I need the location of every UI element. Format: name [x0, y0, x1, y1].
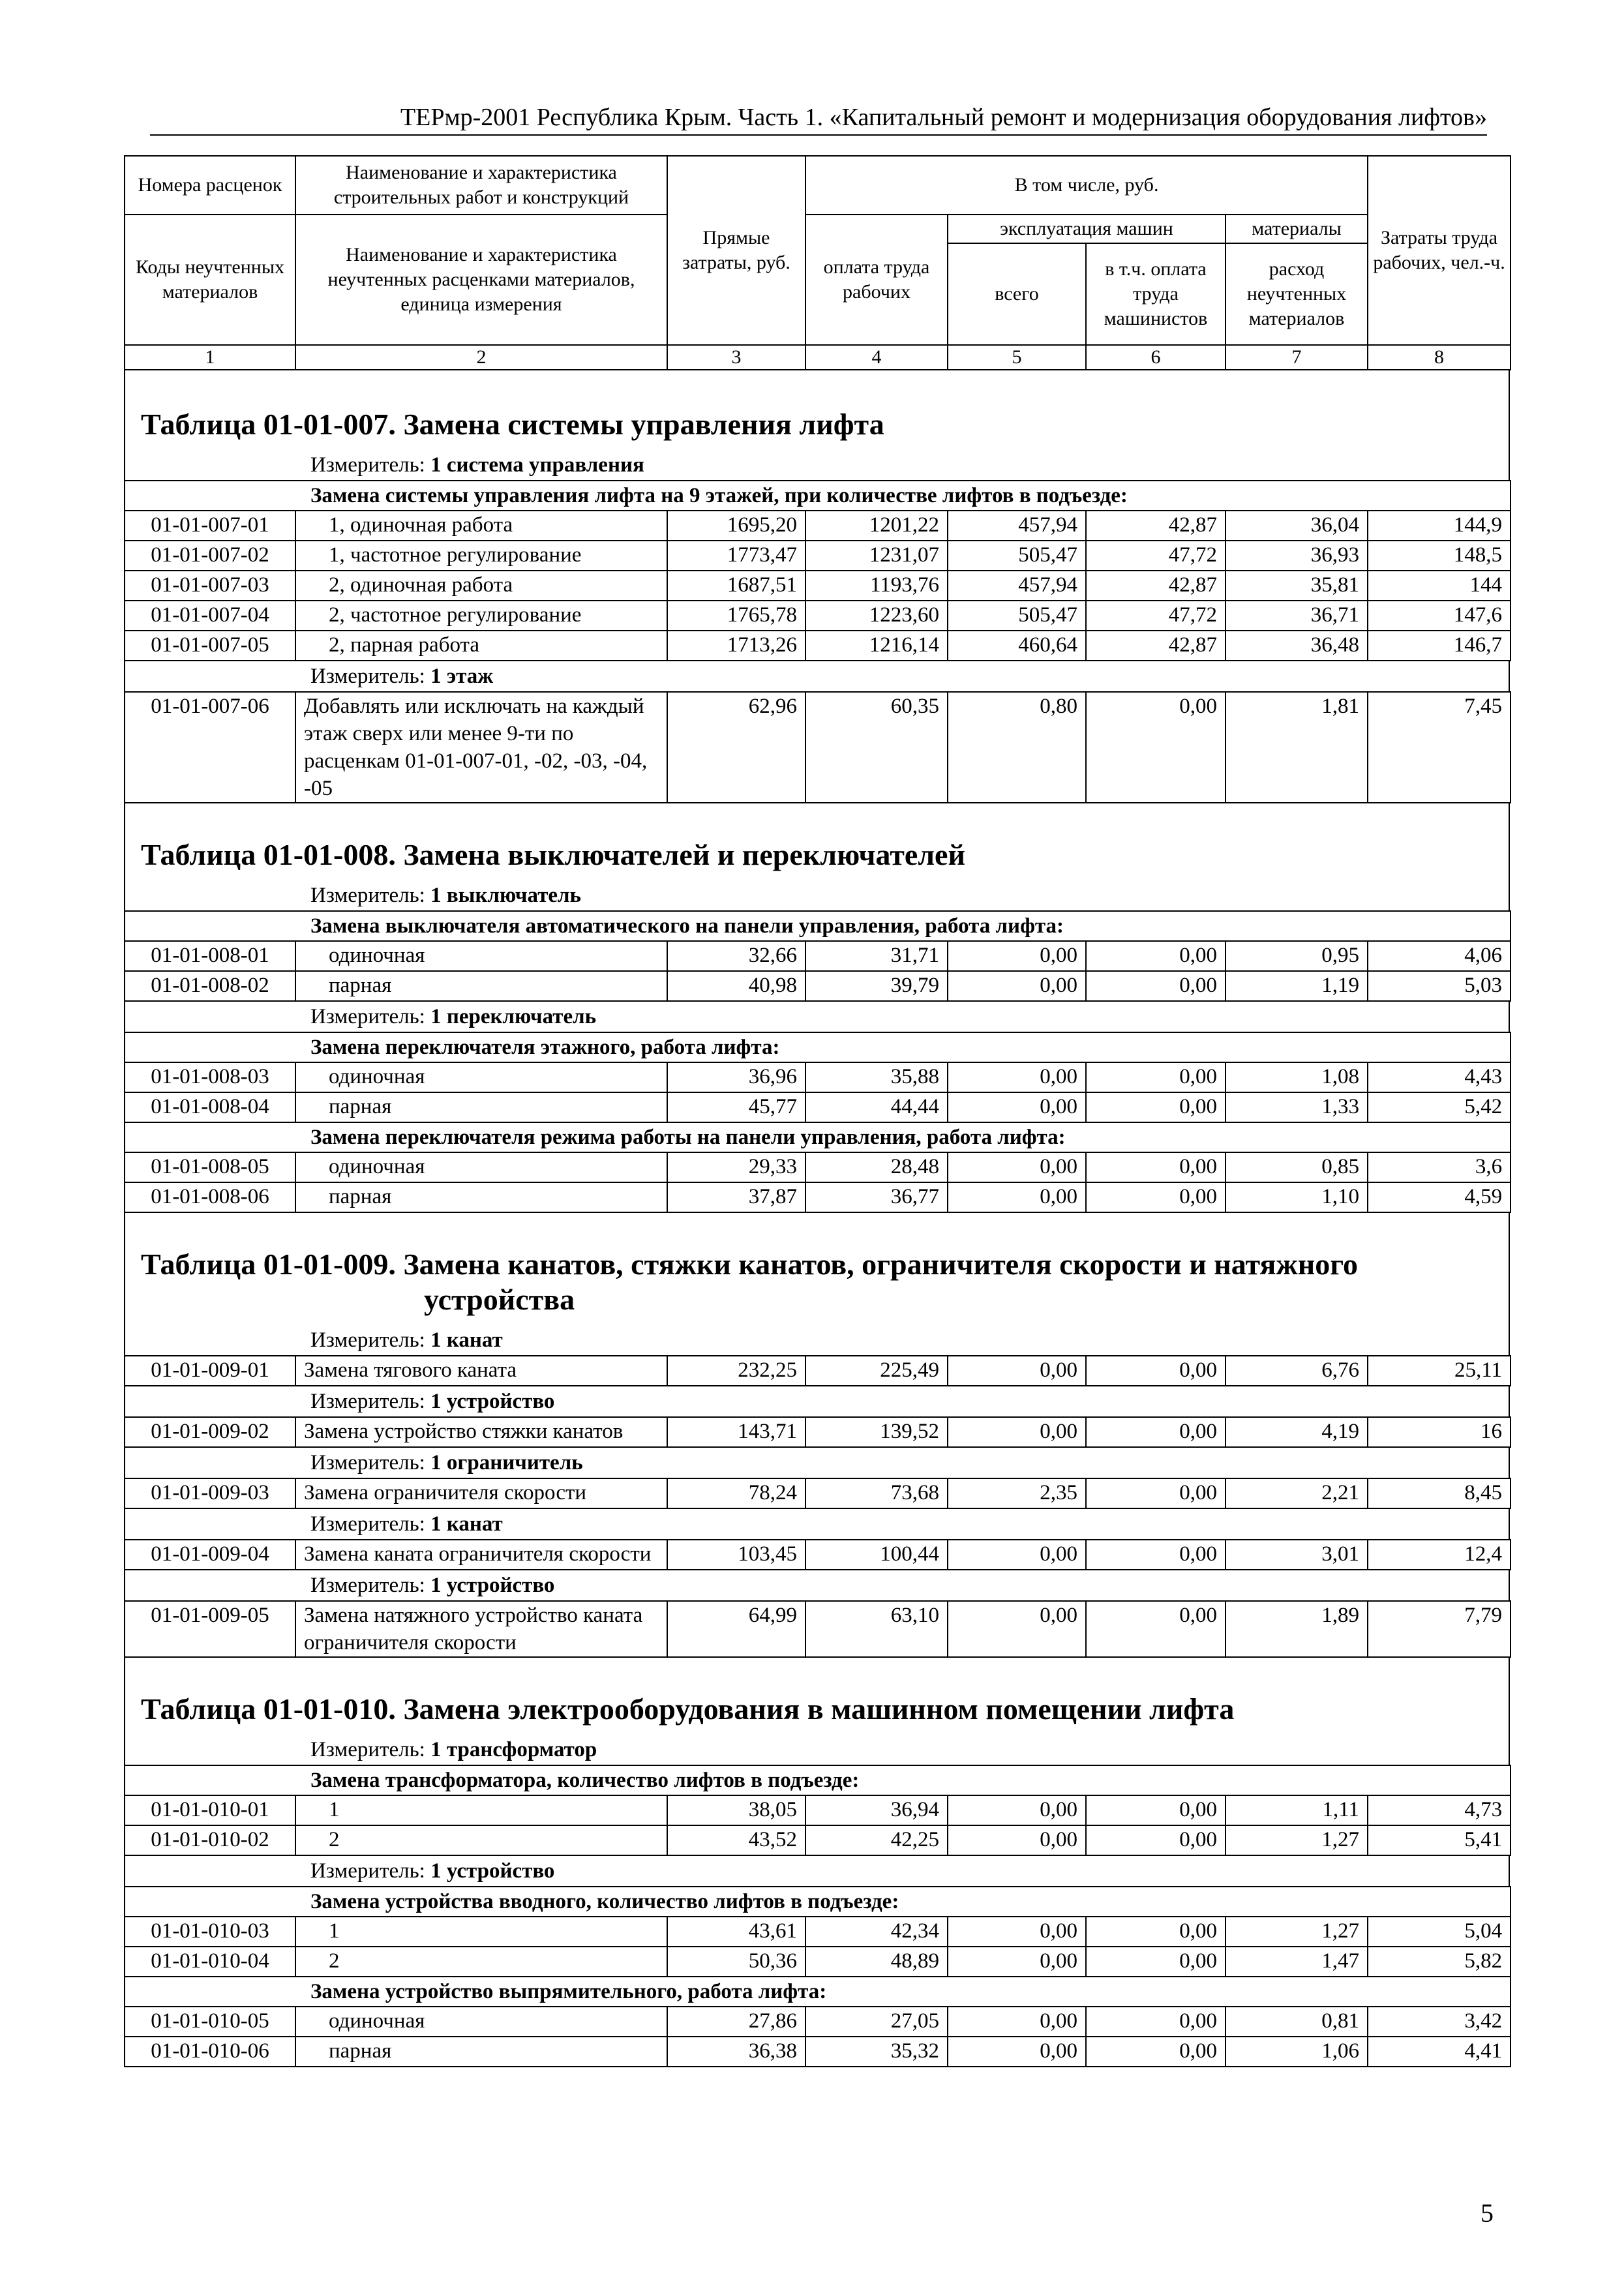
page-number: 5 [1481, 2198, 1494, 2228]
table-row: 01-01-009-01 Замена тягового каната 232,25 225,49 0,00 0,00 6,76 25,11 [125, 1356, 1511, 1386]
meter-line: Измеритель: 1 система управления [124, 450, 1510, 480]
column-header-table [124, 155, 1511, 370]
rates-table [124, 1478, 1511, 1509]
table-title: Таблица 01-01-008. Замена выключателей и переключателей [124, 803, 1510, 880]
table-row: 01-01-009-03 Замена ограничителя скорости 78,24 73,68 2,35 0,00 2,21 8,45 [125, 1478, 1511, 1508]
table-row: 01-01-010-04 2 50,36 48,89 0,00 0,00 1,47 5,82 [125, 1947, 1511, 1977]
meter-line: Измеритель: 1 выключатель [124, 880, 1510, 910]
header-unaccounted-materials: расход неучтенных материалов [1226, 243, 1368, 345]
header-machinist-pay: в т.ч. оплата труда машинистов [1086, 243, 1226, 345]
table-row: 01-01-007-02 1, частотное регулирование 1773,47 1231,07 505,47 47,72 36,93 148,5 [125, 541, 1511, 571]
header-machines-total: всего [948, 243, 1086, 345]
group-heading: Замена трансформатора, количество лифтов в подъезде: [125, 1765, 1511, 1795]
rates-table [124, 1416, 1511, 1448]
meter-line: Измеритель: 1 устройство [124, 1386, 1510, 1416]
table-row: 01-01-010-02 2 43,52 42,25 0,00 0,00 1,27 5,41 [125, 1825, 1511, 1855]
table-title: Таблица 01-01-009. Замена канатов, стяжки канатов, ограничителя скорости и натяжного устройства [124, 1213, 1510, 1325]
header-material-codes: Коды неучтенных материалов [125, 215, 295, 345]
table-row: 01-01-008-01 одиночная 32,66 31,71 0,00 0,00 0,95 4,06 [125, 941, 1511, 971]
document-body [124, 155, 1510, 2067]
table-row: 01-01-008-04 парная 45,77 44,44 0,00 0,00 1,33 5,42 [125, 1092, 1511, 1122]
table-title: Таблица 01-01-010. Замена электрооборудования в машинном помещении лифта [124, 1658, 1510, 1735]
table-row: 01-01-007-03 2, одиночная работа 1687,51 1193,76 457,94 42,87 35,81 144 [125, 571, 1511, 601]
meter-line: Измеритель: 1 этаж [124, 661, 1510, 691]
rates-table [124, 1600, 1511, 1658]
meter-line: Измеритель: 1 канат [124, 1509, 1510, 1539]
table-row: 01-01-007-05 2, парная работа 1713,26 1216,14 460,64 42,87 36,48 146,7 [125, 631, 1511, 661]
table-row: 01-01-008-03 одиночная 36,96 35,88 0,00 0,00 1,08 4,43 [125, 1062, 1511, 1092]
header-materials: материалы [1226, 215, 1368, 243]
header-index: 6 [1086, 345, 1226, 370]
header-index: 1 [125, 345, 295, 370]
group-heading: Замена устройства вводного, количество лифтов в подъезде: [125, 1887, 1511, 1917]
header-worker-pay: оплата труда рабочих [805, 215, 948, 345]
table-row: 01-01-008-05 одиночная 29,33 28,48 0,00 0,00 0,85 3,6 [125, 1152, 1511, 1182]
group-heading: Замена переключателя этажного, работа лифта: [125, 1032, 1511, 1062]
header-index: 2 [295, 345, 667, 370]
table-row: 01-01-010-01 1 38,05 36,94 0,00 0,00 1,11 4,73 [125, 1795, 1511, 1825]
table-row: 01-01-010-06 парная 36,38 35,32 0,00 0,00 1,06 4,41 [125, 2037, 1511, 2067]
table-row: 01-01-007-04 2, частотное регулирование 1765,78 1223,60 505,47 47,72 36,71 147,6 [125, 601, 1511, 631]
table-row: 01-01-009-04 Замена каната ограничителя скорости 103,45 100,44 0,00 0,00 3,01 12,4 [125, 1540, 1511, 1570]
rates-table [124, 910, 1511, 1002]
rates-table [124, 691, 1511, 803]
meter-line: Измеритель: 1 переключатель [124, 1002, 1510, 1032]
header-labor-costs: Затраты труда рабочих, чел.-ч. [1368, 156, 1511, 345]
header-index: 4 [805, 345, 948, 370]
group-heading: Замена устройство выпрямительного, работа лифта: [125, 1977, 1511, 2007]
rates-table [124, 1886, 1511, 2067]
meter-line: Измеритель: 1 ограничитель [124, 1448, 1510, 1478]
page-header: ТЕРмр-2001 Республика Крым. Часть 1. «Капитальный ремонт и модернизация оборудования лифтов» [400, 104, 1487, 131]
header-index: 5 [948, 345, 1086, 370]
header-index: 8 [1368, 345, 1511, 370]
rates-table [124, 1539, 1511, 1570]
table-row: 01-01-009-02 Замена устройство стяжки канатов 143,71 139,52 0,00 0,00 4,19 16 [125, 1417, 1511, 1447]
table-row: 01-01-010-03 1 43,61 42,34 0,00 0,00 1,27 5,04 [125, 1917, 1511, 1947]
table-row: 01-01-007-01 1, одиночная работа 1695,20 1201,22 457,94 42,87 36,04 144,9 [125, 511, 1511, 541]
header-index: 7 [1226, 345, 1368, 370]
table-row: 01-01-010-05 одиночная 27,86 27,05 0,00 0,00 0,81 3,42 [125, 2007, 1511, 2037]
header-index: 3 [667, 345, 805, 370]
table-row: 01-01-009-05 Замена натяжного устройство каната ограничителя скорости 64,99 63,10 0,00 0,00 1,89 7,79 [125, 1601, 1511, 1657]
table-row: 01-01-007-06 Добавлять или исключать на каждый этаж сверх или менее 9-ти по расценкам 01-01-007-01, -02, -03, -04, -05 62,96 60,35 0,80 0,00 1,81 7,45 [125, 692, 1511, 803]
table-row: 01-01-008-02 парная 40,98 39,79 0,00 0,00 1,19 5,03 [125, 971, 1511, 1001]
group-heading: Замена выключателя автоматического на панели управления, работа лифта: [125, 911, 1511, 941]
header-rule [150, 134, 1487, 136]
table-title: Таблица 01-01-007. Замена системы управления лифта [124, 370, 1510, 450]
rates-table [124, 1032, 1511, 1213]
header-work-name: Наименование и характеристика строительных работ и конструкций [295, 156, 667, 215]
rates-table [124, 1355, 1511, 1386]
meter-line: Измеритель: 1 трансформатор [124, 1735, 1510, 1765]
meter-line: Измеритель: 1 устройство [124, 1570, 1510, 1600]
header-material-name: Наименование и характеристика неучтенных расценками материалов, единица измерения [295, 215, 667, 345]
rates-table [124, 1765, 1511, 1856]
group-heading: Замена системы управления лифта на 9 этажей, при количестве лифтов в подъезде: [125, 481, 1511, 511]
table-row: 01-01-008-06 парная 37,87 36,77 0,00 0,00 1,10 4,59 [125, 1182, 1511, 1212]
header-rate-numbers: Номера расценок [125, 156, 295, 215]
header-including: В том числе, руб. [805, 156, 1368, 215]
meter-line: Измеритель: 1 устройство [124, 1856, 1510, 1886]
header-machines: эксплуатация машин [948, 215, 1226, 243]
rates-table [124, 480, 1511, 661]
meter-line: Измеритель: 1 канат [124, 1325, 1510, 1355]
group-heading: Замена переключателя режима работы на панели управления, работа лифта: [125, 1122, 1511, 1152]
header-direct-costs: Прямые затраты, руб. [667, 156, 805, 345]
